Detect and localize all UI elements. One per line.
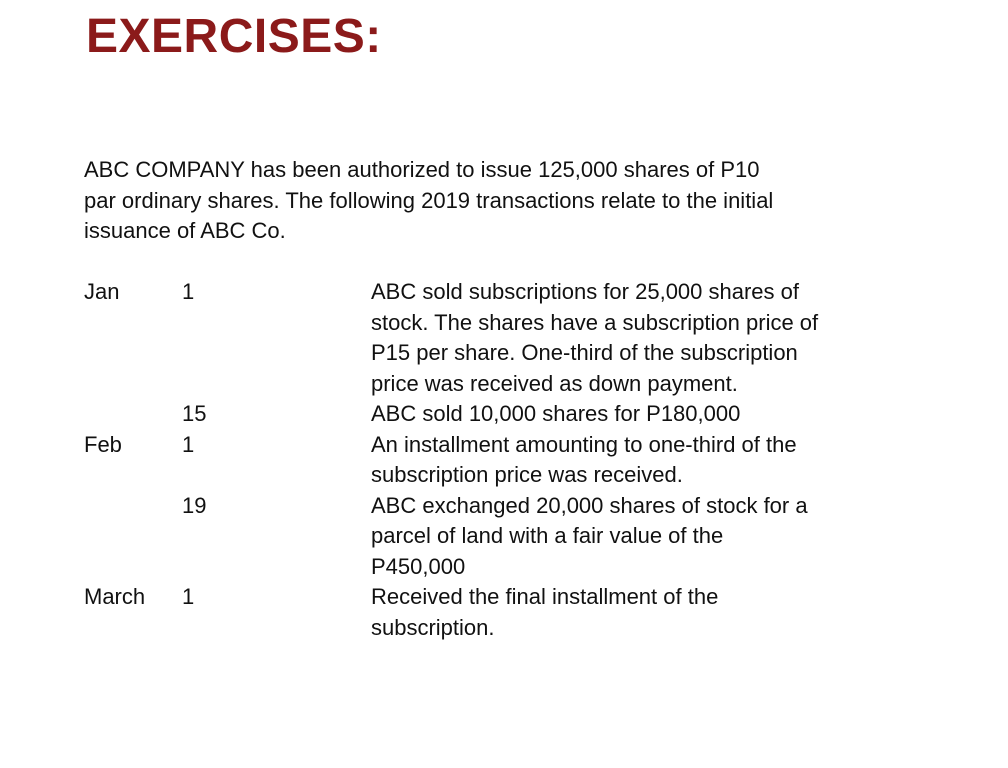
description-line: ABC sold subscriptions for 25,000 shares of [371, 279, 800, 304]
description-line: subscription price was received. [371, 462, 683, 487]
transaction-day: 1 [182, 431, 195, 457]
description-line: P450,000 [371, 553, 466, 579]
description-line: stock. The shares have a subscription price of [371, 309, 819, 335]
description-line: ABC exchanged 20,000 shares of stock for a [371, 492, 808, 518]
transaction-month [84, 491, 182, 583]
transaction-row [84, 277, 916, 399]
transaction-day: 15 [182, 401, 207, 426]
transaction-description [371, 430, 916, 491]
description-line: parcel of land with a fair value of the [371, 523, 724, 548]
slide-title: EXERCISES: [86, 10, 382, 63]
description-line: subscription. [371, 614, 495, 640]
description-line: Received the final installment of the [371, 584, 719, 609]
transaction-month: March [84, 584, 146, 609]
transaction-description [371, 582, 916, 643]
intro-line: issuance of ABC Co. [84, 218, 286, 243]
transaction-day: 19 [182, 492, 207, 518]
description-line: price was received as down payment. [371, 370, 738, 396]
transaction-day: 1 [182, 584, 195, 609]
transaction-month: Feb [84, 431, 122, 457]
transaction-description [371, 277, 916, 399]
transaction-month [84, 399, 182, 430]
description-line: P15 per share. One-third of the subscription [371, 340, 798, 365]
transaction-description [371, 399, 916, 430]
transactions-table [84, 277, 916, 643]
intro-paragraph [84, 155, 944, 247]
transaction-month: Jan [84, 279, 120, 304]
description-line: An installment amounting to one-third of the [371, 431, 797, 457]
description-line: ABC sold 10,000 shares for P180,000 [371, 401, 741, 426]
transaction-row [84, 582, 916, 643]
intro-line: par ordinary shares. The following 2019 transactions relate to the initial [84, 187, 774, 213]
intro-line: ABC COMPANY has been authorized to issue 125,000 shares of P10 [84, 157, 760, 182]
exercise-body [84, 155, 944, 643]
transaction-day: 1 [182, 279, 195, 304]
transaction-row [84, 430, 916, 491]
transaction-description [371, 491, 916, 583]
transaction-row [84, 399, 916, 430]
transaction-row [84, 491, 916, 583]
